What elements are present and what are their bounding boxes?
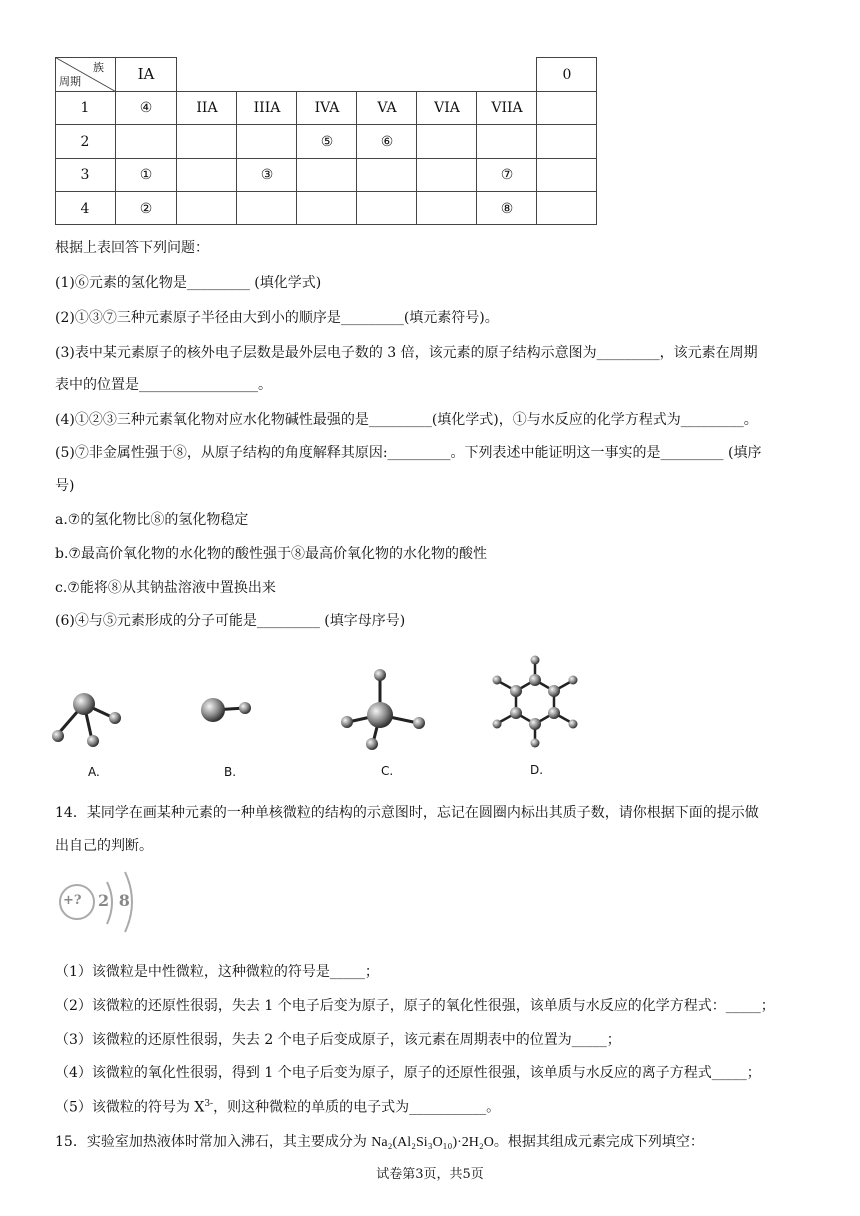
q13-part4: (4)①②③三种元素氧化物对应水化物碱性最强的是_________(填化学式)，①与水反应的化学方程式为_________。 [55,412,758,428]
group-iia: IIA [196,100,218,116]
mark-7: ⑦ [500,167,514,183]
label-d: D. [530,763,544,777]
mark-4: ④ [139,100,153,116]
q13-part1: (1)⑥元素的氢化物是_________ (填化学式) [55,275,322,291]
mark-8: ⑧ [500,201,514,217]
q15-stem-pre: 15．实验室加热液体时常加入沸石，其主要成分为 [55,1134,372,1150]
group-va: VA [377,100,397,116]
q15-formula: Na₂(Al₂Si₃O₁₀)·2H₂O [371,1135,494,1150]
group-iva: IVA [314,100,340,116]
mark-6: ⑥ [380,134,394,150]
group-iiia: IIIA [253,100,281,116]
ion-core-label: +? [63,893,82,908]
mark-5: ⑤ [320,134,334,150]
group-viia: VIIA [491,100,523,116]
periodic-table [55,57,597,225]
label-a: A. [88,765,100,779]
mark-1: ① [139,167,153,183]
period-3: 3 [80,167,90,183]
molecule-c-figure [335,665,430,755]
ion-shell-counts: 2 8 [98,891,132,910]
period-4: 4 [80,201,90,217]
q14-sub4: （4）该微粒的氧化性很弱，得到 1 个电子后变为原子，原子的还原性很强，该单质与水反应的离子方程式_____； [55,1065,761,1081]
q14-sub5-charge: 3- [204,1099,214,1109]
q13-option-c: c.⑦能将⑧从其钠盐溶液中置换出来 [55,580,276,596]
molecule-d-figure [488,650,583,750]
period-2: 2 [80,134,90,150]
q13-option-a: a.⑦的氢化物比⑧的氢化物稳定 [55,512,249,528]
molecule-b-figure [195,690,265,730]
header-group: 族 [93,61,104,74]
label-b: B. [224,765,237,779]
ion-structure-diagram [55,868,145,934]
q14-sub5-pre: （5）该微粒的符号为 X [55,1099,205,1116]
q14-sub1: （1）该微粒是中性微粒，这种微粒的符号是_____； [55,964,379,980]
q14-sub2: （2）该微粒的还原性很弱，失去 1 个电子后变为原子，原子的氧化性很强，该单质与水反应的化学方程式：_____； [55,998,775,1014]
col-0: 0 [562,67,572,83]
q15-stem-post: 。根据其组成元素完成下列填空： [493,1134,704,1150]
col-ia: IA [137,65,155,83]
label-c: C. [381,764,394,778]
group-via: VIA [434,100,460,116]
q13-part6: (6)④与⑤元素形成的分子可能是_________ (填字母序号) [55,613,406,629]
page-footer: 试卷第3页，共5页 [376,1167,484,1182]
q13-part5b: 号) [55,478,75,494]
q13-part5a: (5)⑦非金属性强于⑧，从原子结构的角度解释其原因:_________。下列表述中能证明这一事实的是_________ (填序 [55,445,762,461]
q13-part3a: (3)表中某元素原子的核外电子层数是最外层电子数的 3 倍，该元素的原子结构示意图为_________，该元素在周期 [55,345,758,361]
q14-sub3: （3）该微粒的还原性很弱，失去 2 个电子后变成原子，该元素在周期表中的位置为_____； [55,1032,621,1048]
q13-part3b: 表中的位置是_________________。 [55,377,272,393]
q15-stem [55,1134,704,1152]
header-period: 周期 [59,75,81,88]
mark-2: ② [139,201,153,217]
q14-sub5-post: ，则这种微粒的单质的电子式为___________。 [213,1099,501,1116]
q13-option-b: b.⑦最高价氧化物的水化物的酸性强于⑧最高价氧化物的水化物的酸性 [55,546,487,562]
q13-intro: 根据上表回答下列问题： [55,240,209,256]
q13-part2: (2)①③⑦三种元素原子半径由大到小的顺序是_________(填元素符号)。 [55,310,499,326]
mark-3: ③ [260,167,274,183]
q14-sub5 [55,1099,500,1116]
period-1: 1 [80,100,90,116]
q14-stem-a: 14．某同学在画某种元素的一种单核微粒的结构的示意图时，忘记在圆圈内标出其质子数，请你根据下面的提示做 [55,805,759,821]
q14-stem-b: 出自己的判断。 [55,838,153,854]
molecule-a-figure [48,680,128,750]
